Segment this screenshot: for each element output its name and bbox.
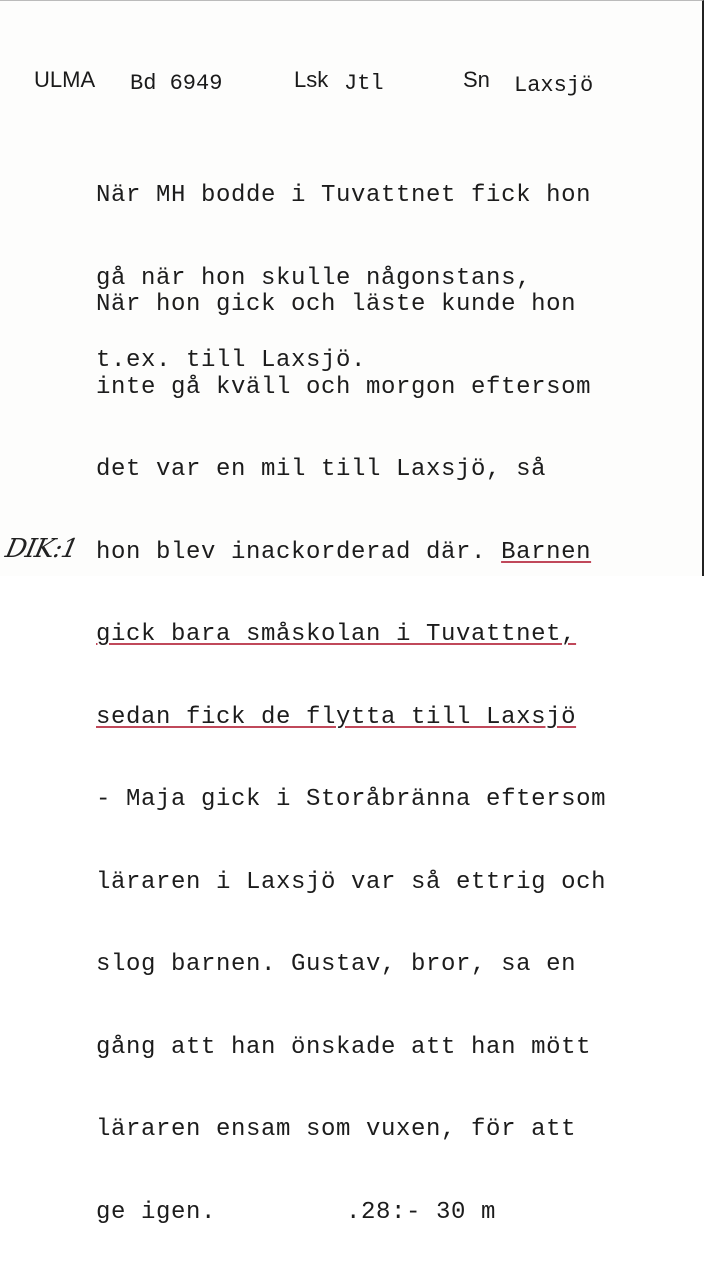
text-line: t.ex. till Laxsjö.: [96, 347, 367, 374]
text-line: det var en mil till Laxsjö, så: [96, 456, 547, 483]
handwritten-signature: DIK:1: [2, 534, 81, 564]
text-line: inte gå kväll och morgon eftersom: [96, 373, 592, 401]
text-line: När hon gick och läste kunde hon: [96, 291, 577, 318]
text-line: [96, 539, 606, 567]
lsk-value: Jtl: [344, 71, 384, 96]
underlined-segment: Barnen: [501, 538, 592, 566]
card-edge: [706, 0, 718, 576]
text-line: slog barnen. Gustav, bror, sa en: [96, 951, 577, 978]
sn-label: Sn: [463, 67, 490, 92]
underlined-line: gick bara småskolan i Tuvattnet,: [96, 621, 577, 648]
page-reference: .28:- 30 m: [346, 1198, 497, 1226]
lsk-label: Lsk: [294, 67, 329, 92]
archive-code: ULMA: [34, 67, 96, 92]
text-line: gå när hon skulle någonstans,: [96, 264, 532, 292]
text-line: läraren ensam som vuxen, för att: [96, 1116, 577, 1143]
sn-value: Laxsjö: [514, 73, 594, 98]
paragraph-2: [96, 236, 606, 1281]
text-line: [96, 1199, 606, 1227]
text-line: - Maja gick i Storåbränna eftersom: [96, 786, 607, 813]
text-segment: hon blev inackorderad där.: [96, 538, 502, 566]
record-number: Bd 6949: [130, 71, 223, 96]
text-line: läraren i Laxsjö var så ettrig och: [96, 868, 607, 896]
text-line: När MH bodde i Tuvattnet fick hon: [96, 182, 592, 209]
text-line: gång att han önskade att han mött: [96, 1033, 592, 1061]
underlined-line: sedan fick de flytta till Laxsjö: [96, 703, 577, 731]
text-segment: ge igen.: [96, 1198, 217, 1226]
